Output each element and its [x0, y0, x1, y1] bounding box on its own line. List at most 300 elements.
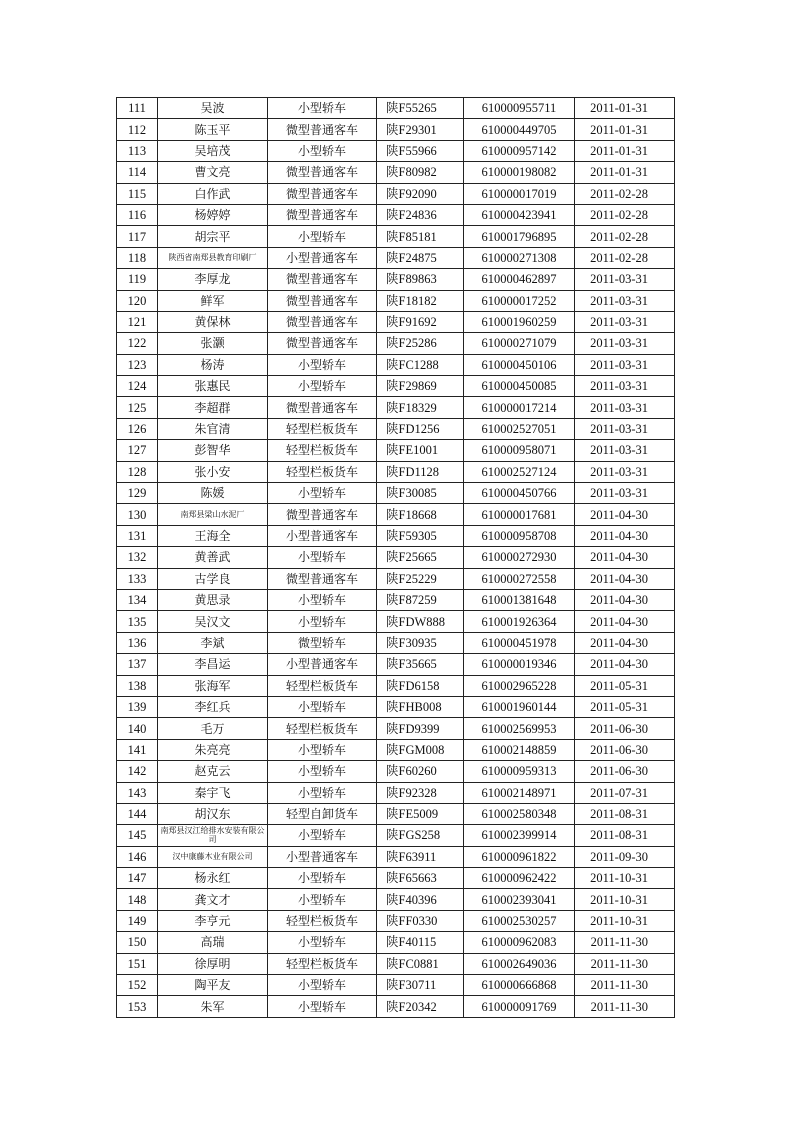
table-row [117, 739, 675, 760]
registration-code-cell: 610002148971 [464, 782, 575, 803]
table-row [117, 311, 675, 332]
date-cell: 2011-04-30 [575, 568, 675, 589]
date-cell: 2011-10-31 [575, 868, 675, 889]
row-number-cell: 119 [117, 269, 158, 290]
vehicle-registry-table [116, 97, 675, 1018]
owner-name-cell: 黄保林 [158, 311, 268, 332]
table-row [117, 654, 675, 675]
table-row [117, 568, 675, 589]
owner-name-cell: 张惠民 [158, 376, 268, 397]
date-cell: 2011-02-28 [575, 226, 675, 247]
owner-name-cell: 古学良 [158, 568, 268, 589]
plate-number-cell: 陕F29301 [377, 119, 464, 140]
vehicle-type-cell: 小型轿车 [268, 739, 377, 760]
registration-code-cell: 610001796895 [464, 226, 575, 247]
registration-code-cell: 610002965228 [464, 675, 575, 696]
row-number-cell: 118 [117, 247, 158, 268]
row-number-cell: 135 [117, 611, 158, 632]
row-number-cell: 143 [117, 782, 158, 803]
registration-code-cell: 610000271079 [464, 333, 575, 354]
owner-name-cell: 徐厚明 [158, 953, 268, 974]
table-row [117, 376, 675, 397]
plate-number-cell: 陕F30711 [377, 975, 464, 996]
date-cell: 2011-02-28 [575, 247, 675, 268]
row-number-cell: 115 [117, 183, 158, 204]
owner-name-cell: 汉中康藤木业有限公司 [158, 846, 268, 867]
row-number-cell: 120 [117, 290, 158, 311]
vehicle-type-cell: 小型轿车 [268, 589, 377, 610]
table-row [117, 910, 675, 931]
date-cell: 2011-03-31 [575, 397, 675, 418]
row-number-cell: 131 [117, 525, 158, 546]
row-number-cell: 117 [117, 226, 158, 247]
table-row [117, 932, 675, 953]
date-cell: 2011-09-30 [575, 846, 675, 867]
date-cell: 2011-07-31 [575, 782, 675, 803]
vehicle-type-cell: 微型普通客车 [268, 504, 377, 525]
table-row [117, 782, 675, 803]
owner-name-cell: 吴波 [158, 98, 268, 119]
registration-code-cell: 610000423941 [464, 204, 575, 225]
plate-number-cell: 陕F65663 [377, 868, 464, 889]
owner-name-cell: 李亨元 [158, 910, 268, 931]
table-row [117, 675, 675, 696]
owner-name-cell: 杨婷婷 [158, 204, 268, 225]
date-cell: 2011-04-30 [575, 611, 675, 632]
registration-code-cell: 610000958071 [464, 440, 575, 461]
registration-code-cell: 610001381648 [464, 589, 575, 610]
owner-name-cell: 胡宗平 [158, 226, 268, 247]
table-row [117, 803, 675, 824]
table-row [117, 418, 675, 439]
vehicle-type-cell: 微型普通客车 [268, 290, 377, 311]
registration-code-cell: 610000451978 [464, 632, 575, 653]
registration-code-cell: 610000450085 [464, 376, 575, 397]
vehicle-type-cell: 小型轿车 [268, 782, 377, 803]
vehicle-type-cell: 轻型栏板货车 [268, 418, 377, 439]
registration-code-cell: 610001926364 [464, 611, 575, 632]
plate-number-cell: 陕FE5009 [377, 803, 464, 824]
table-body [117, 98, 675, 1018]
date-cell: 2011-11-30 [575, 996, 675, 1017]
owner-name-cell: 赵克云 [158, 761, 268, 782]
date-cell: 2011-04-30 [575, 504, 675, 525]
owner-name-cell: 杨涛 [158, 354, 268, 375]
vehicle-type-cell: 轻型栏板货车 [268, 440, 377, 461]
registration-code-cell: 610000958708 [464, 525, 575, 546]
row-number-cell: 127 [117, 440, 158, 461]
vehicle-type-cell: 微型普通客车 [268, 119, 377, 140]
registration-code-cell: 610000017214 [464, 397, 575, 418]
table-row [117, 354, 675, 375]
registration-code-cell: 610000272558 [464, 568, 575, 589]
vehicle-type-cell: 小型轿车 [268, 825, 377, 846]
row-number-cell: 142 [117, 761, 158, 782]
row-number-cell: 122 [117, 333, 158, 354]
row-number-cell: 130 [117, 504, 158, 525]
plate-number-cell: 陕F40115 [377, 932, 464, 953]
row-number-cell: 146 [117, 846, 158, 867]
date-cell: 2011-06-30 [575, 761, 675, 782]
date-cell: 2011-04-30 [575, 547, 675, 568]
vehicle-type-cell: 轻型栏板货车 [268, 953, 377, 974]
date-cell: 2011-01-31 [575, 162, 675, 183]
row-number-cell: 111 [117, 98, 158, 119]
owner-name-cell: 黄思录 [158, 589, 268, 610]
row-number-cell: 137 [117, 654, 158, 675]
plate-number-cell: 陕F91692 [377, 311, 464, 332]
registration-code-cell: 610000957142 [464, 140, 575, 161]
registration-code-cell: 610000450766 [464, 483, 575, 504]
vehicle-type-cell: 小型轿车 [268, 696, 377, 717]
row-number-cell: 151 [117, 953, 158, 974]
date-cell: 2011-01-31 [575, 119, 675, 140]
vehicle-type-cell: 微型普通客车 [268, 568, 377, 589]
registration-code-cell: 610000962422 [464, 868, 575, 889]
registration-code-cell: 610000017252 [464, 290, 575, 311]
vehicle-type-cell: 轻型栏板货车 [268, 461, 377, 482]
date-cell: 2011-03-31 [575, 269, 675, 290]
registration-code-cell: 610001960259 [464, 311, 575, 332]
row-number-cell: 132 [117, 547, 158, 568]
date-cell: 2011-11-30 [575, 975, 675, 996]
table-row [117, 269, 675, 290]
registration-code-cell: 610002530257 [464, 910, 575, 931]
registration-code-cell: 610000017681 [464, 504, 575, 525]
registration-code-cell: 610000962083 [464, 932, 575, 953]
registration-code-cell: 610000449705 [464, 119, 575, 140]
registration-code-cell: 610002527124 [464, 461, 575, 482]
vehicle-type-cell: 轻型自卸货车 [268, 803, 377, 824]
date-cell: 2011-04-30 [575, 654, 675, 675]
plate-number-cell: 陕F25286 [377, 333, 464, 354]
registration-code-cell: 610000271308 [464, 247, 575, 268]
date-cell: 2011-08-31 [575, 825, 675, 846]
table-row [117, 483, 675, 504]
row-number-cell: 123 [117, 354, 158, 375]
registration-code-cell: 610002399914 [464, 825, 575, 846]
vehicle-type-cell: 小型轿车 [268, 889, 377, 910]
owner-name-cell: 朱官清 [158, 418, 268, 439]
vehicle-type-cell: 小型轿车 [268, 226, 377, 247]
registration-code-cell: 610000272930 [464, 547, 575, 568]
owner-name-cell: 陶平友 [158, 975, 268, 996]
plate-number-cell: 陕F60260 [377, 761, 464, 782]
row-number-cell: 126 [117, 418, 158, 439]
row-number-cell: 140 [117, 718, 158, 739]
table-row [117, 290, 675, 311]
row-number-cell: 134 [117, 589, 158, 610]
table-row [117, 868, 675, 889]
owner-name-cell: 朱军 [158, 996, 268, 1017]
plate-number-cell: 陕F89863 [377, 269, 464, 290]
date-cell: 2011-03-31 [575, 440, 675, 461]
vehicle-type-cell: 小型普通客车 [268, 247, 377, 268]
owner-name-cell: 黄善武 [158, 547, 268, 568]
vehicle-type-cell: 小型轿车 [268, 376, 377, 397]
date-cell: 2011-11-30 [575, 932, 675, 953]
registration-code-cell: 610001960144 [464, 696, 575, 717]
table-row [117, 547, 675, 568]
date-cell: 2011-04-30 [575, 589, 675, 610]
plate-number-cell: 陕FDW888 [377, 611, 464, 632]
date-cell: 2011-06-30 [575, 739, 675, 760]
vehicle-type-cell: 小型普通客车 [268, 654, 377, 675]
owner-name-cell: 张灏 [158, 333, 268, 354]
plate-number-cell: 陕F59305 [377, 525, 464, 546]
owner-name-cell: 朱亮亮 [158, 739, 268, 760]
owner-name-cell: 鲜军 [158, 290, 268, 311]
plate-number-cell: 陕FC0881 [377, 953, 464, 974]
owner-name-cell: 陈玉平 [158, 119, 268, 140]
plate-number-cell: 陕F40396 [377, 889, 464, 910]
owner-name-cell: 张小安 [158, 461, 268, 482]
date-cell: 2011-04-30 [575, 632, 675, 653]
date-cell: 2011-01-31 [575, 140, 675, 161]
vehicle-type-cell: 小型轿车 [268, 611, 377, 632]
plate-number-cell: 陕FHB008 [377, 696, 464, 717]
row-number-cell: 124 [117, 376, 158, 397]
date-cell: 2011-02-28 [575, 183, 675, 204]
plate-number-cell: 陕F92090 [377, 183, 464, 204]
table-row [117, 761, 675, 782]
row-number-cell: 147 [117, 868, 158, 889]
vehicle-type-cell: 小型轿车 [268, 761, 377, 782]
owner-name-cell: 彭智华 [158, 440, 268, 461]
table-row [117, 996, 675, 1017]
row-number-cell: 125 [117, 397, 158, 418]
table-row [117, 632, 675, 653]
table-row [117, 611, 675, 632]
registration-code-cell: 610002569953 [464, 718, 575, 739]
registration-code-cell: 610002580348 [464, 803, 575, 824]
date-cell: 2011-03-31 [575, 333, 675, 354]
plate-number-cell: 陕FD1128 [377, 461, 464, 482]
vehicle-type-cell: 小型普通客车 [268, 846, 377, 867]
owner-name-cell: 李超群 [158, 397, 268, 418]
registration-code-cell: 610000666868 [464, 975, 575, 996]
registration-code-cell: 610000017019 [464, 183, 575, 204]
table-row [117, 226, 675, 247]
row-number-cell: 129 [117, 483, 158, 504]
owner-name-cell: 张海军 [158, 675, 268, 696]
row-number-cell: 133 [117, 568, 158, 589]
vehicle-type-cell: 小型轿车 [268, 140, 377, 161]
table-row [117, 504, 675, 525]
row-number-cell: 116 [117, 204, 158, 225]
row-number-cell: 121 [117, 311, 158, 332]
owner-name-cell: 南郑县汉江给排水安装有限公司 [158, 825, 268, 846]
vehicle-type-cell: 微型普通客车 [268, 183, 377, 204]
table-row [117, 953, 675, 974]
owner-name-cell: 陈媛 [158, 483, 268, 504]
registration-code-cell: 610000462897 [464, 269, 575, 290]
date-cell: 2011-03-31 [575, 290, 675, 311]
date-cell: 2011-05-31 [575, 696, 675, 717]
vehicle-type-cell: 轻型栏板货车 [268, 910, 377, 931]
plate-number-cell: 陕FD1256 [377, 418, 464, 439]
vehicle-type-cell: 微型轿车 [268, 632, 377, 653]
owner-name-cell: 李斌 [158, 632, 268, 653]
plate-number-cell: 陕F18329 [377, 397, 464, 418]
vehicle-type-cell: 微型普通客车 [268, 397, 377, 418]
vehicle-type-cell: 小型轿车 [268, 98, 377, 119]
owner-name-cell: 毛万 [158, 718, 268, 739]
vehicle-type-cell: 小型轿车 [268, 547, 377, 568]
table-row [117, 397, 675, 418]
table-row [117, 718, 675, 739]
plate-number-cell: 陕F80982 [377, 162, 464, 183]
table-row [117, 247, 675, 268]
plate-number-cell: 陕F29869 [377, 376, 464, 397]
vehicle-type-cell: 小型轿车 [268, 868, 377, 889]
row-number-cell: 144 [117, 803, 158, 824]
owner-name-cell: 白作武 [158, 183, 268, 204]
plate-number-cell: 陕F85181 [377, 226, 464, 247]
registration-code-cell: 610000091769 [464, 996, 575, 1017]
table-row [117, 696, 675, 717]
table-row [117, 589, 675, 610]
owner-name-cell: 曹文亮 [158, 162, 268, 183]
date-cell: 2011-10-31 [575, 889, 675, 910]
owner-name-cell: 胡汉东 [158, 803, 268, 824]
plate-number-cell: 陕FF0330 [377, 910, 464, 931]
table-row [117, 162, 675, 183]
owner-name-cell: 吴汉文 [158, 611, 268, 632]
date-cell: 2011-03-31 [575, 461, 675, 482]
date-cell: 2011-03-31 [575, 354, 675, 375]
vehicle-type-cell: 小型普通客车 [268, 525, 377, 546]
vehicle-type-cell: 小型轿车 [268, 354, 377, 375]
date-cell: 2011-03-31 [575, 376, 675, 397]
table-row [117, 975, 675, 996]
table-row [117, 119, 675, 140]
row-number-cell: 112 [117, 119, 158, 140]
table-row [117, 525, 675, 546]
owner-name-cell: 吴培茂 [158, 140, 268, 161]
date-cell: 2011-04-30 [575, 525, 675, 546]
registration-code-cell: 610002527051 [464, 418, 575, 439]
registration-code-cell: 610000959313 [464, 761, 575, 782]
plate-number-cell: 陕FD6158 [377, 675, 464, 696]
vehicle-type-cell: 小型轿车 [268, 932, 377, 953]
plate-number-cell: 陕F92328 [377, 782, 464, 803]
table-row [117, 183, 675, 204]
registration-code-cell: 610002148859 [464, 739, 575, 760]
plate-number-cell: 陕F63911 [377, 846, 464, 867]
table-row [117, 333, 675, 354]
plate-number-cell: 陕F30935 [377, 632, 464, 653]
plate-number-cell: 陕F24836 [377, 204, 464, 225]
plate-number-cell: 陕F24875 [377, 247, 464, 268]
plate-number-cell: 陕F18668 [377, 504, 464, 525]
row-number-cell: 153 [117, 996, 158, 1017]
date-cell: 2011-05-31 [575, 675, 675, 696]
row-number-cell: 114 [117, 162, 158, 183]
plate-number-cell: 陕FE1001 [377, 440, 464, 461]
vehicle-type-cell: 微型普通客车 [268, 204, 377, 225]
owner-name-cell: 龚文才 [158, 889, 268, 910]
vehicle-type-cell: 微型普通客车 [268, 311, 377, 332]
table-row [117, 204, 675, 225]
registration-code-cell: 610000198082 [464, 162, 575, 183]
owner-name-cell: 秦宇飞 [158, 782, 268, 803]
date-cell: 2011-03-31 [575, 483, 675, 504]
plate-number-cell: 陕F87259 [377, 589, 464, 610]
plate-number-cell: 陕F25665 [377, 547, 464, 568]
vehicle-type-cell: 小型轿车 [268, 996, 377, 1017]
registration-code-cell: 610000955711 [464, 98, 575, 119]
row-number-cell: 148 [117, 889, 158, 910]
plate-number-cell: 陕FD9399 [377, 718, 464, 739]
row-number-cell: 145 [117, 825, 158, 846]
date-cell: 2011-11-30 [575, 953, 675, 974]
plate-number-cell: 陕FGS258 [377, 825, 464, 846]
registration-code-cell: 610000019346 [464, 654, 575, 675]
row-number-cell: 138 [117, 675, 158, 696]
table-row [117, 889, 675, 910]
plate-number-cell: 陕FGM008 [377, 739, 464, 760]
owner-name-cell: 杨永红 [158, 868, 268, 889]
row-number-cell: 139 [117, 696, 158, 717]
date-cell: 2011-02-28 [575, 204, 675, 225]
owner-name-cell: 李红兵 [158, 696, 268, 717]
registration-code-cell: 610002393041 [464, 889, 575, 910]
row-number-cell: 150 [117, 932, 158, 953]
owner-name-cell: 陕西省南郑县教育印刷厂 [158, 247, 268, 268]
row-number-cell: 113 [117, 140, 158, 161]
vehicle-type-cell: 微型普通客车 [268, 333, 377, 354]
table-row [117, 98, 675, 119]
plate-number-cell: 陕F18182 [377, 290, 464, 311]
plate-number-cell: 陕F30085 [377, 483, 464, 504]
plate-number-cell: 陕FC1288 [377, 354, 464, 375]
vehicle-type-cell: 微型普通客车 [268, 269, 377, 290]
registration-code-cell: 610000450106 [464, 354, 575, 375]
table-row [117, 461, 675, 482]
table-row [117, 846, 675, 867]
row-number-cell: 141 [117, 739, 158, 760]
date-cell: 2011-08-31 [575, 803, 675, 824]
table-row [117, 440, 675, 461]
row-number-cell: 149 [117, 910, 158, 931]
vehicle-type-cell: 轻型栏板货车 [268, 675, 377, 696]
date-cell: 2011-03-31 [575, 418, 675, 439]
owner-name-cell: 李昌运 [158, 654, 268, 675]
owner-name-cell: 南郑县梁山水泥厂 [158, 504, 268, 525]
date-cell: 2011-06-30 [575, 718, 675, 739]
vehicle-type-cell: 小型轿车 [268, 483, 377, 504]
plate-number-cell: 陕F35665 [377, 654, 464, 675]
plate-number-cell: 陕F55966 [377, 140, 464, 161]
row-number-cell: 152 [117, 975, 158, 996]
owner-name-cell: 李厚龙 [158, 269, 268, 290]
row-number-cell: 136 [117, 632, 158, 653]
table-row [117, 825, 675, 846]
vehicle-type-cell: 小型轿车 [268, 975, 377, 996]
registration-code-cell: 610002649036 [464, 953, 575, 974]
vehicle-type-cell: 轻型栏板货车 [268, 718, 377, 739]
row-number-cell: 128 [117, 461, 158, 482]
plate-number-cell: 陕F55265 [377, 98, 464, 119]
plate-number-cell: 陕F20342 [377, 996, 464, 1017]
date-cell: 2011-10-31 [575, 910, 675, 931]
vehicle-type-cell: 微型普通客车 [268, 162, 377, 183]
date-cell: 2011-01-31 [575, 98, 675, 119]
date-cell: 2011-03-31 [575, 311, 675, 332]
plate-number-cell: 陕F25229 [377, 568, 464, 589]
owner-name-cell: 王海全 [158, 525, 268, 546]
